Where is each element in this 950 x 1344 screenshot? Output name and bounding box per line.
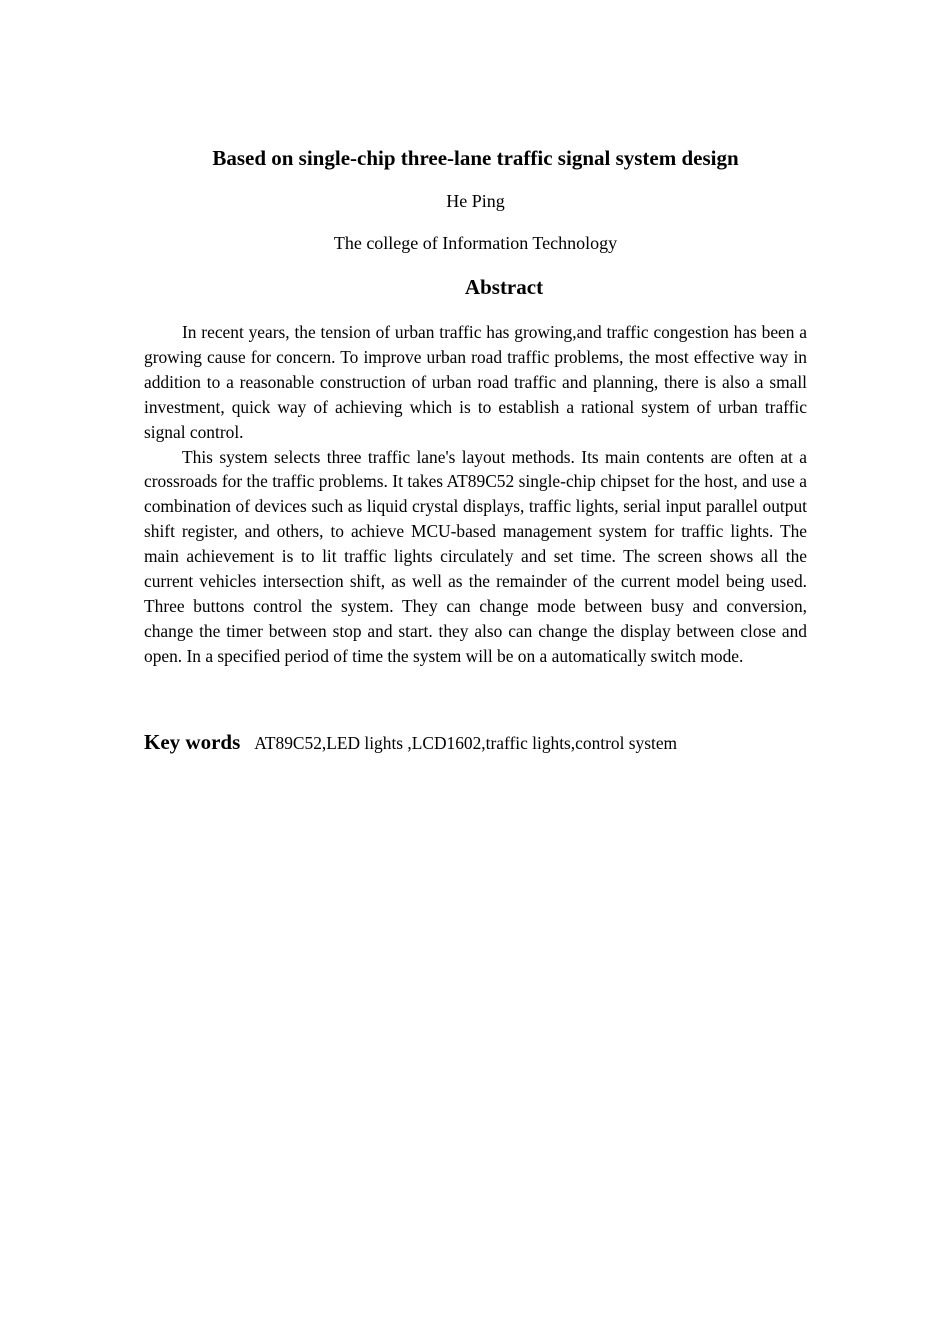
keywords-label: Key words bbox=[144, 730, 241, 754]
abstract-paragraph: In recent years, the tension of urban traffic has growing,and traffic congestion has been a growing cause for concern. To improve urban road traffic problems, the most effective way in addition to a reasonable construction of urban road traffic and planning, there is also a small investment, quick way of achieving which is to establish a rational system of urban traffic signal control. bbox=[144, 322, 807, 442]
keywords-text: AT89C52,LED lights ,LCD1602,traffic lights,control system bbox=[254, 733, 678, 753]
keywords-line bbox=[144, 728, 807, 757]
author-affiliation: The college of Information Technology bbox=[333, 233, 618, 253]
abstract-paragraph: This system selects three traffic lane's layout methods. Its main contents are often at a crossroads for the traffic problems. It takes AT89C52 single-chip chipset for the host, and use a combination of devices such as liquid crystal displays, traffic lights, serial input parallel output shift register, and others, to achieve MCU-based management system for traffic lights. The main achievement is to lit traffic lights circulately and set time. The screen shows all the current vehicles intersection shift, as well as the remainder of the current model being used. Three buttons control the system. They can change mode between busy and conversion, change the timer between stop and start. they also can change the display between close and open. In a specified period of time the system will be on a automatically switch mode. bbox=[144, 446, 807, 666]
abstract-heading: Abstract bbox=[464, 275, 544, 299]
paper-title: Based on single-chip three-lane traffic signal system design bbox=[212, 146, 739, 170]
author-name: He Ping bbox=[446, 191, 505, 211]
abstract-body bbox=[144, 320, 807, 669]
